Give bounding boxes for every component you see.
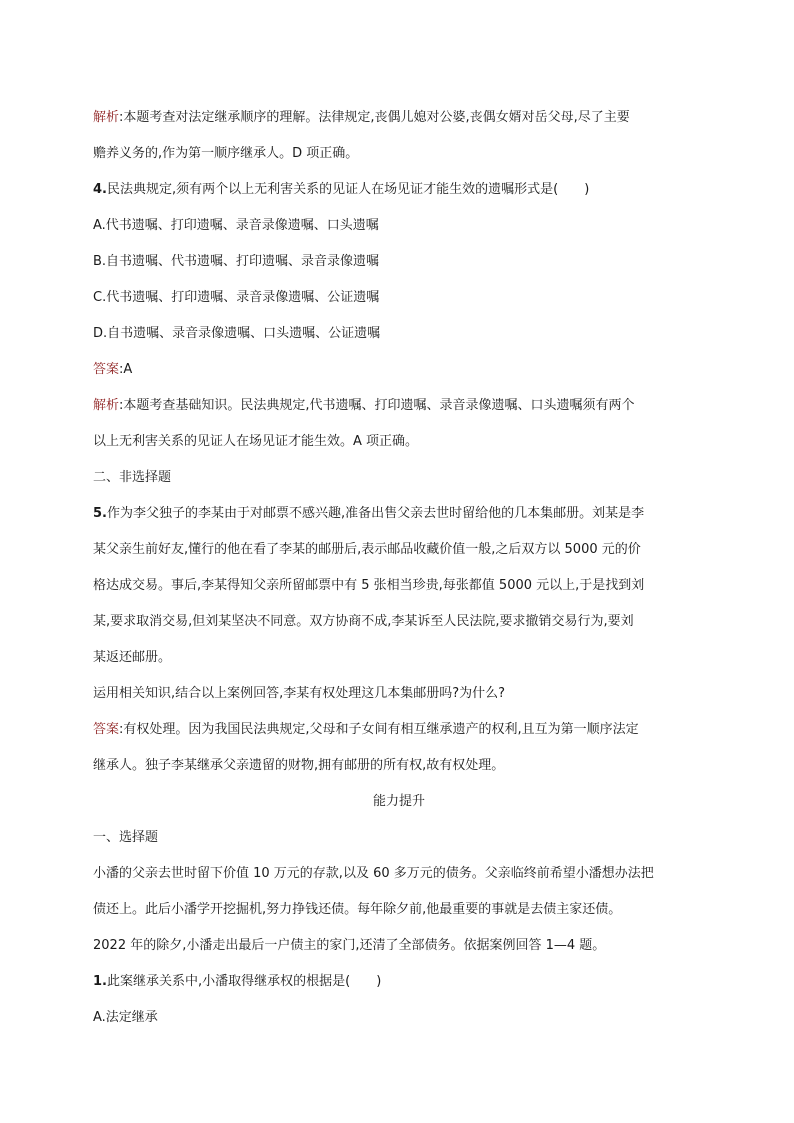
question-1: [93, 964, 705, 1036]
q4-option-c: C.代书遗嘱、打印遗嘱、录音录像遗嘱、公证遗嘱: [93, 290, 380, 305]
q4-option-b: B.自书遗嘱、代书遗嘱、打印遗嘱、录音录像遗嘱: [93, 254, 380, 269]
q4-stem: 4.民法典规定,须有两个以上无利害关系的见证人在场见证才能生效的遗嘱形式是( ): [93, 182, 590, 197]
q4-answer: 答案:A: [93, 362, 133, 377]
document-page: [93, 100, 705, 1036]
q4-option-d: D.自书遗嘱、录音录像遗嘱、口头遗嘱、公证遗嘱: [93, 326, 381, 341]
case-line-3: 2022 年的除夕,小潘走出最后一户债主的家门,还清了全部债务。依据案例回答 1—4 题。: [93, 938, 606, 953]
q1-stem: 1.此案继承关系中,小潘取得继承权的根据是( ): [93, 974, 382, 989]
q3-explanation-line-1: 解析:本题考查对法定继承顺序的理解。法律规定,丧偶儿媳对公婆,丧偶女婿对岳父母,尽了主要: [93, 110, 630, 125]
q4-explanation-line-2: 以上无利害关系的见证人在场见证才能生效。A 项正确。: [93, 434, 419, 449]
ability-heading: 能力提升: [372, 794, 425, 809]
q5-answer-line-1: 答案:有权处理。因为我国民法典规定,父母和子女间有相互继承遗产的权利,且互为第一顺序法定: [93, 722, 639, 737]
q5-answer-line-2: 继承人。独子李某继承父亲遗留的财物,拥有邮册的所有权,故有权处理。: [93, 758, 505, 773]
q5-line-5: 某返还邮册。: [93, 650, 172, 665]
case-line-1: 小潘的父亲去世时留下价值 10 万元的存款,以及 60 多万元的债务。父亲临终前希望小潘想办法把: [93, 866, 654, 881]
q1-number: 1.: [93, 974, 107, 989]
question-4: [93, 172, 705, 460]
q5-line-3: 格达成交易。事后,李某得知父亲所留邮票中有 5 张相当珍贵,每张都值 5000 元以上,于是找到刘: [93, 578, 645, 593]
q1-option-a: A.法定继承: [93, 1010, 158, 1025]
answer-label: 答案: [93, 362, 120, 377]
q4-option-a: A.代书遗嘱、打印遗嘱、录音录像遗嘱、口头遗嘱: [93, 218, 379, 233]
q5-question: 运用相关知识,结合以上案例回答,李某有权处理这几本集邮册吗?为什么?: [93, 686, 506, 701]
question-5: [93, 496, 705, 784]
case-paragraph: [93, 856, 705, 964]
part1-heading: 一、选择题: [93, 830, 159, 845]
q4-number: 4.: [93, 182, 107, 197]
q3-explanation-line-2: 赡养义务的,作为第一顺序继承人。D 项正确。: [93, 146, 359, 161]
explanation-label: 解析: [93, 110, 120, 125]
explanation-label: 解析: [93, 398, 120, 413]
q3-explanation: [93, 100, 705, 172]
answer-label: 答案: [93, 722, 120, 737]
part2-heading: 二、非选择题: [93, 470, 172, 485]
q5-number: 5.: [93, 506, 107, 521]
q4-explanation-line-1: 解析:本题考查基础知识。民法典规定,代书遗嘱、打印遗嘱、录音录像遗嘱、口头遗嘱须有两个: [93, 398, 635, 413]
q5-line-2: 某父亲生前好友,懂行的他在看了李某的邮册后,表示邮品收藏价值一般,之后双方以 5000 元的价: [93, 542, 641, 557]
q5-line-1: 5.作为李父独子的李某由于对邮票不感兴趣,准备出售父亲去世时留给他的几本集邮册。刘某是李: [93, 506, 645, 521]
q5-line-4: 某,要求取消交易,但刘某坚决不同意。双方协商不成,李某诉至人民法院,要求撤销交易行为,要刘: [93, 614, 634, 629]
case-line-2: 债还上。此后小潘学开挖掘机,努力挣钱还债。每年除夕前,他最重要的事就是去债主家还债。: [93, 902, 622, 917]
